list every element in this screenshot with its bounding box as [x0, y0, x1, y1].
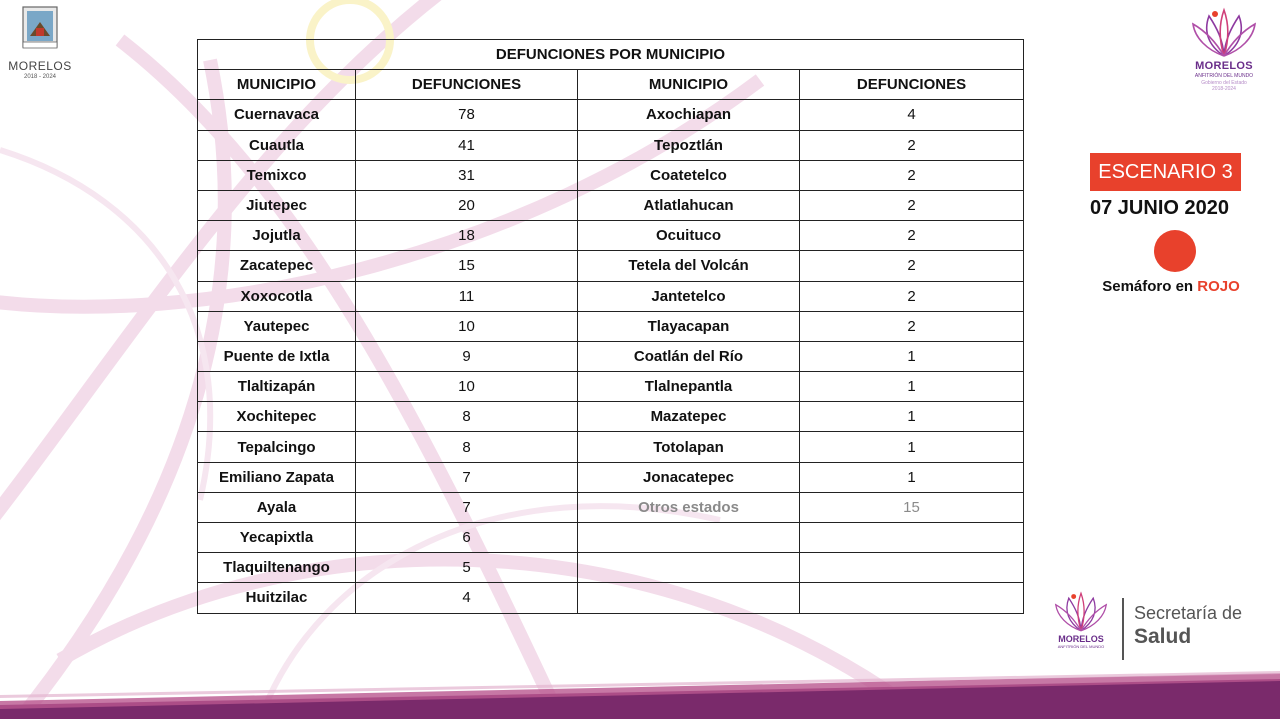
column-header: DEFUNCIONES: [800, 70, 1024, 100]
municipality-cell: Jiutepec: [198, 190, 356, 220]
bottom-logo-tagline: ANFITRIÓN DEL MUNDO: [1057, 644, 1105, 649]
deaths-cell: 8: [356, 402, 578, 432]
deaths-cell: 41: [356, 130, 578, 160]
deaths-cell: 20: [356, 190, 578, 220]
table-row: [198, 221, 1024, 251]
column-header: MUNICIPIO: [578, 70, 800, 100]
deaths-cell: 1: [800, 402, 1024, 432]
salud-line2: Salud: [1134, 625, 1192, 648]
semaforo-status: [1084, 278, 1258, 295]
table-row: [198, 523, 1024, 553]
footer-band: [0, 671, 1280, 719]
bottom-logo-brand: MORELOS: [1058, 634, 1104, 644]
municipality-cell: [578, 553, 800, 583]
lotus-icon: [1052, 590, 1110, 634]
table-row: [198, 190, 1024, 220]
municipality-cell: Tlalnepantla: [578, 372, 800, 402]
deaths-cell: 2: [800, 251, 1024, 281]
deaths-cell: 15: [356, 251, 578, 281]
table-row: [198, 341, 1024, 371]
morelos-brand-logo-small: [1048, 590, 1114, 649]
deaths-cell: 7: [356, 492, 578, 522]
deaths-cell: 2: [800, 160, 1024, 190]
deaths-cell: [800, 553, 1024, 583]
table-row: [198, 402, 1024, 432]
secretaria-salud-logo: [1134, 603, 1242, 649]
table-row: [198, 492, 1024, 522]
municipality-cell: Zacatepec: [198, 251, 356, 281]
scenario-badge: ESCENARIO 3: [1090, 153, 1241, 191]
municipality-cell: Ayala: [198, 492, 356, 522]
table-row: [198, 372, 1024, 402]
report-date: 07 JUNIO 2020: [1090, 197, 1229, 219]
right-logo-sub-years: 2018-2024: [1212, 86, 1236, 92]
municipality-cell: Xoxocotla: [198, 281, 356, 311]
municipality-cell: Coatlán del Río: [578, 341, 800, 371]
table-row: [198, 281, 1024, 311]
deaths-cell: 5: [356, 553, 578, 583]
municipality-cell: Tlaltizapán: [198, 372, 356, 402]
municipality-cell: Tlayacapan: [578, 311, 800, 341]
table-row: [198, 462, 1024, 492]
municipality-cell: Jantetelco: [578, 281, 800, 311]
table-row: [198, 100, 1024, 130]
right-logo-sub-text: Gobierno del Estado: [1201, 80, 1247, 86]
table-row: [198, 583, 1024, 613]
table-row: [198, 160, 1024, 190]
deaths-cell: 1: [800, 462, 1024, 492]
deaths-cell: 1: [800, 432, 1024, 462]
logo-divider: [1122, 598, 1124, 660]
deaths-cell: 31: [356, 160, 578, 190]
municipality-cell: Tepoztlán: [578, 130, 800, 160]
morelos-brand-logo: [1186, 6, 1262, 92]
municipality-cell: Jonacatepec: [578, 462, 800, 492]
municipality-cell: Yecapixtla: [198, 523, 356, 553]
municipality-cell: Tepalcingo: [198, 432, 356, 462]
municipality-cell: Cuernavaca: [198, 100, 356, 130]
deaths-cell: 2: [800, 311, 1024, 341]
municipality-cell: Temixco: [198, 160, 356, 190]
municipality-cell: Mazatepec: [578, 402, 800, 432]
deaths-cell: 1: [800, 341, 1024, 371]
municipality-cell: Jojutla: [198, 221, 356, 251]
left-logo-name: MORELOS: [8, 59, 72, 73]
deaths-cell: 11: [356, 281, 578, 311]
deaths-cell: 4: [356, 583, 578, 613]
deaths-by-municipality-table: [197, 39, 1024, 614]
semaforo-prefix: Semáforo en: [1102, 278, 1194, 295]
deaths-cell: [800, 583, 1024, 613]
table-row: [198, 311, 1024, 341]
municipality-cell: Ocuituco: [578, 221, 800, 251]
deaths-cell: [800, 523, 1024, 553]
right-logo-brand: MORELOS: [1195, 60, 1253, 72]
deaths-cell: 10: [356, 311, 578, 341]
deaths-cell: 78: [356, 100, 578, 130]
deaths-cell: 2: [800, 190, 1024, 220]
table-row: [198, 130, 1024, 160]
municipality-cell: Axochiapan: [578, 100, 800, 130]
morelos-state-logo: [8, 6, 72, 80]
municipality-cell: [578, 583, 800, 613]
municipality-cell: Xochitepec: [198, 402, 356, 432]
municipality-cell: Cuautla: [198, 130, 356, 160]
table-row: [198, 432, 1024, 462]
deaths-cell: 2: [800, 221, 1024, 251]
right-logo-tagline: ANFITRIÓN DEL MUNDO: [1194, 73, 1254, 79]
deaths-cell: 18: [356, 221, 578, 251]
deaths-cell: 6: [356, 523, 578, 553]
deaths-cell: 15: [800, 492, 1024, 522]
deaths-cell: 7: [356, 462, 578, 492]
column-header: MUNICIPIO: [198, 70, 356, 100]
right-logo-sub: [1186, 80, 1262, 92]
deaths-cell: 9: [356, 341, 578, 371]
deaths-cell: 2: [800, 281, 1024, 311]
deaths-cell: 1: [800, 372, 1024, 402]
deaths-cell: 2: [800, 130, 1024, 160]
municipality-cell: Otros estados: [578, 492, 800, 522]
column-header: DEFUNCIONES: [356, 70, 578, 100]
municipality-cell: Tlaquiltenango: [198, 553, 356, 583]
table-row: [198, 553, 1024, 583]
municipality-cell: Yautepec: [198, 311, 356, 341]
table-row: [198, 251, 1024, 281]
left-logo-years: 2018 - 2024: [23, 74, 57, 80]
municipality-cell: Coatetelco: [578, 160, 800, 190]
municipality-cell: Totolapan: [578, 432, 800, 462]
table-header-row: [198, 70, 1024, 100]
traffic-light-indicator: [1154, 230, 1196, 272]
coat-of-arms-icon: [22, 6, 58, 52]
municipality-cell: [578, 523, 800, 553]
semaforo-color-word: ROJO: [1197, 278, 1240, 295]
deaths-cell: 4: [800, 100, 1024, 130]
municipality-cell: Puente de Ixtla: [198, 341, 356, 371]
municipality-cell: Atlatlahucan: [578, 190, 800, 220]
deaths-cell: 8: [356, 432, 578, 462]
salud-line1: Secretaría de: [1134, 603, 1243, 623]
lotus-icon: [1189, 6, 1259, 60]
municipality-cell: Tetela del Volcán: [578, 251, 800, 281]
municipality-cell: Emiliano Zapata: [198, 462, 356, 492]
table-title: DEFUNCIONES POR MUNICIPIO: [198, 40, 1024, 70]
deaths-cell: 10: [356, 372, 578, 402]
municipality-cell: Huitzilac: [198, 583, 356, 613]
